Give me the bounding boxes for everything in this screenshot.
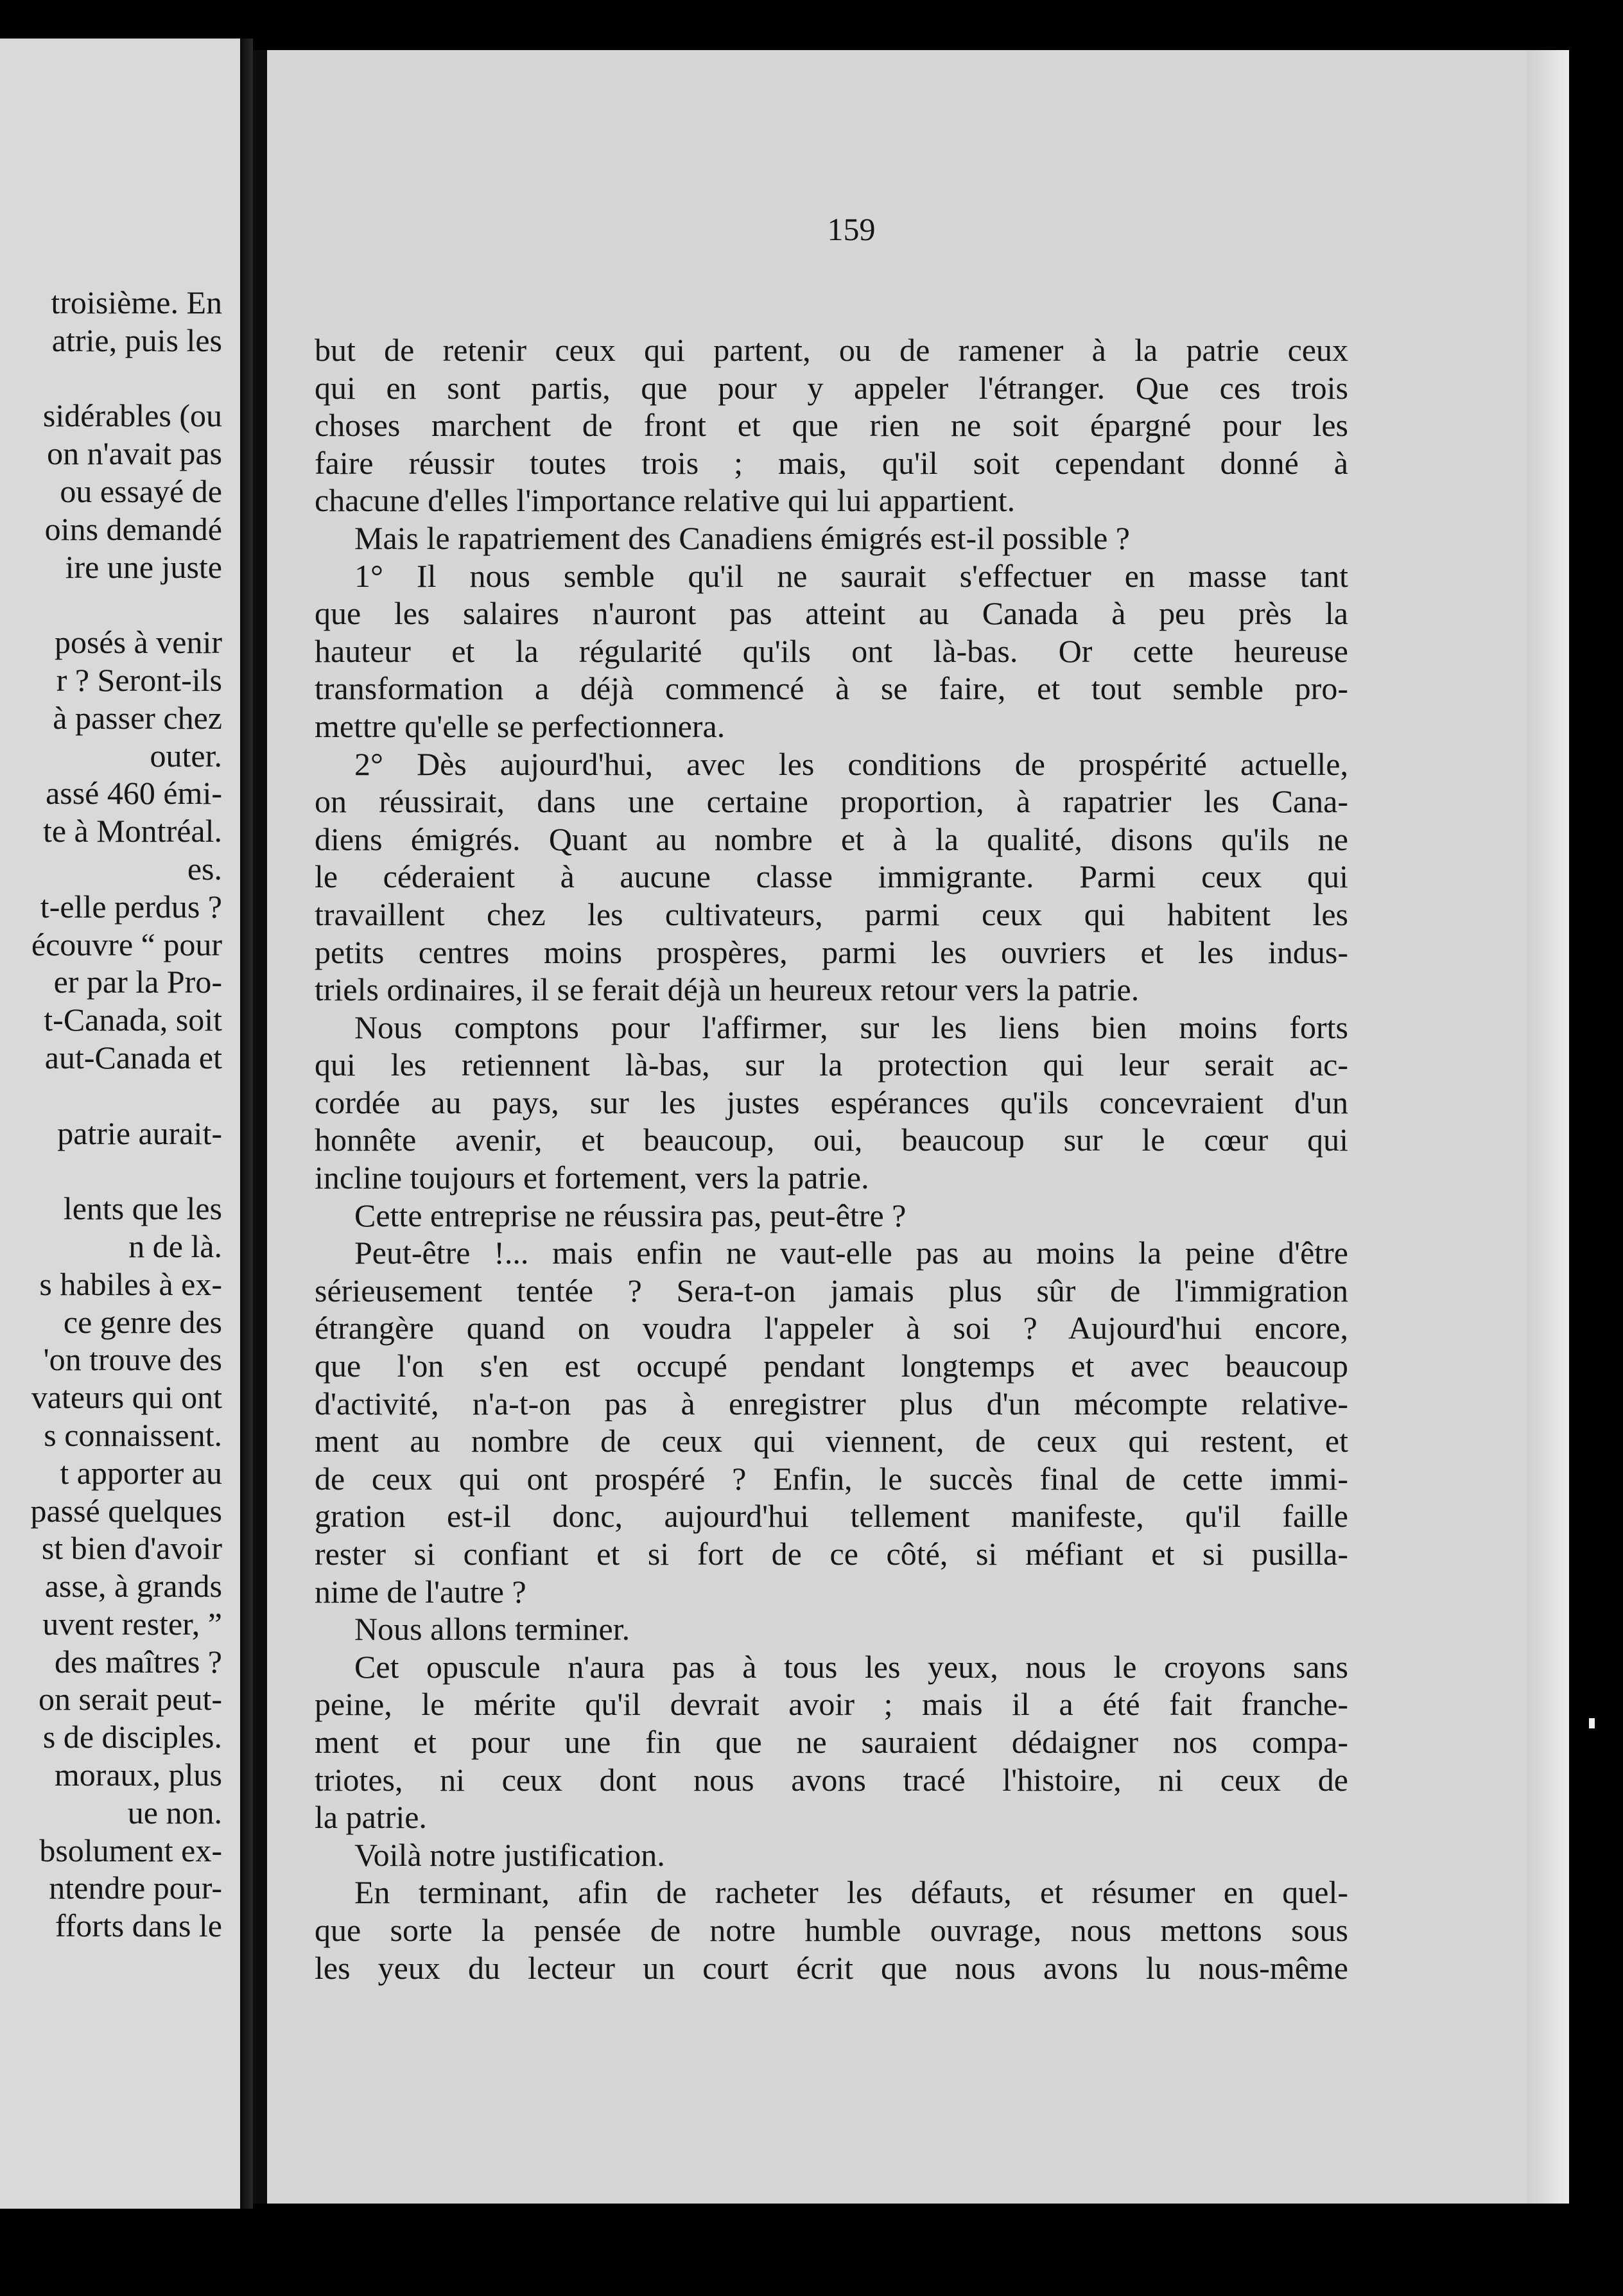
text-line: gration est-il donc, aujourd'hui tellement manifeste, qu'il faille <box>315 1498 1348 1535</box>
left-page-line <box>0 1077 222 1115</box>
text-line: la patrie. <box>315 1799 427 1836</box>
text-line: Voilà notre justification. <box>354 1836 665 1873</box>
left-page-line <box>0 586 222 623</box>
text-line: travaillent chez les cultivateurs, parmi ceux qui habitent les <box>315 896 1348 932</box>
scan-speck <box>1589 1718 1595 1728</box>
left-page-line: s connaissent. <box>44 1416 222 1453</box>
left-page-line: aut-Canada et <box>44 1039 222 1075</box>
left-page-line: ce genre des <box>63 1303 222 1340</box>
right-page <box>253 50 1569 2204</box>
left-page-line: r ? Seront-ils <box>56 661 222 698</box>
left-page-line: assé 460 émi- <box>46 775 222 812</box>
text-line: que sorte la pensée de notre humble ouvrage, nous mettons sous <box>315 1911 1348 1948</box>
left-page-line: asse, à grands <box>44 1568 222 1605</box>
text-line: Mais le rapatriement des Canadiens émigrés est-il possible ? <box>354 519 1130 556</box>
text-line: choses marchent de front et que rien ne soit épargné pour les <box>315 407 1348 444</box>
left-page-line: écouvre “ pour <box>31 926 222 962</box>
text-line: qui les retiennent là-bas, sur la protection qui leur serait ac- <box>315 1047 1348 1083</box>
left-page-line: oins demandé <box>44 510 222 547</box>
left-page-line: atrie, puis les <box>51 322 222 358</box>
text-line: peine, le mérite qu'il devrait avoir ; mais il a été fait franche- <box>315 1686 1348 1723</box>
left-page-line: posés à venir <box>54 624 222 661</box>
text-line: transformation a déjà commencé à se faire, et tout semble pro- <box>315 670 1348 707</box>
left-page-line: ou essayé de <box>60 473 222 509</box>
left-page-line: fforts dans le <box>55 1908 222 1944</box>
left-page-line: t-elle perdus ? <box>40 888 222 925</box>
text-line: rester si confiant et si fort de ce côté, si méfiant et si pusilla- <box>315 1536 1348 1572</box>
text-line: but de retenir ceux qui partent, ou de ramener à la patrie ceux <box>315 332 1348 368</box>
binding-line <box>253 50 267 2204</box>
text-line: ment et pour une fin que ne sauraient dédaigner nos compa- <box>315 1723 1348 1760</box>
left-page-line: vateurs qui ont <box>31 1379 222 1416</box>
left-page-line: n de là. <box>128 1228 222 1264</box>
text-line: qui en sont partis, que pour y appeler l'étranger. Que ces trois <box>315 369 1348 406</box>
text-line: Nous allons terminer. <box>354 1611 630 1648</box>
left-page-line: troisième. En <box>51 284 222 320</box>
text-line: d'activité, n'a-t-on pas à enregistrer plus d'un mécompte relative- <box>315 1385 1348 1422</box>
text-line: triotes, ni ceux dont nous avons tracé l'histoire, ni ceux de <box>315 1761 1348 1798</box>
left-page <box>0 39 240 2209</box>
left-page-line: 'on trouve des <box>43 1341 222 1378</box>
text-line: de ceux qui ont prospéré ? Enfin, le succès final de cette immi- <box>315 1460 1348 1497</box>
text-line: cordée au pays, sur les justes espérances qu'ils concevraient d'un <box>315 1084 1348 1120</box>
text-line: triels ordinaires, il se ferait déjà un heureux retour vers la patrie. <box>315 971 1140 1008</box>
text-line: hauteur et la régularité qu'ils ont là-bas. Or cette heureuse <box>315 632 1348 669</box>
text-line: Cette entreprise ne réussira pas, peut-être ? <box>354 1197 907 1233</box>
left-page-line: s habiles à ex- <box>39 1265 222 1302</box>
text-line: 2° Dès aujourd'hui, avec les conditions de prospérité actuelle, <box>354 745 1348 782</box>
left-page-line: lents que les <box>63 1190 222 1227</box>
left-page-line: passé quelques <box>30 1492 222 1529</box>
left-page-line: outer. <box>150 737 222 774</box>
left-page-line: t-Canada, soit <box>44 1002 222 1038</box>
page-number: 159 <box>827 211 876 247</box>
text-line: les yeux du lecteur un court écrit que nous avons lu nous-même <box>315 1949 1348 1986</box>
left-page-line: uvent rester, ” <box>42 1605 222 1642</box>
text-line: le céderaient à aucune classe immigrante. Parmi ceux qui <box>315 858 1348 895</box>
left-page-line: ire une juste <box>65 548 222 585</box>
left-page-line: es. <box>187 850 222 887</box>
text-line: que les salaires n'auront pas atteint au Canada à peu près la <box>315 595 1348 632</box>
text-line: Peut-être !... mais enfin ne vaut-elle pas au moins la peine d'être <box>354 1235 1348 1271</box>
text-line: ment au nombre de ceux qui viennent, de ceux qui restent, et <box>315 1423 1348 1459</box>
left-page-line: des maîtres ? <box>54 1643 222 1680</box>
book-gutter <box>240 39 253 2209</box>
left-page-line: on serait peut- <box>38 1681 222 1718</box>
left-page-line: te à Montréal. <box>42 813 222 849</box>
text-line: Nous comptons pour l'affirmer, sur les liens bien moins forts <box>354 1009 1348 1045</box>
text-line: nime de l'autre ? <box>315 1573 526 1610</box>
left-page-line: t apporter au <box>60 1454 222 1491</box>
left-page-line: moraux, plus <box>54 1757 222 1793</box>
text-line: faire réussir toutes trois ; mais, qu'il soit cependant donné à <box>315 444 1348 481</box>
text-line: que l'on s'en est occupé pendant longtemps et avec beaucoup <box>315 1348 1348 1384</box>
text-line: 1° Il nous semble qu'il ne saurait s'effectuer en masse tant <box>354 557 1348 594</box>
text-line: étrangère quand on voudra l'appeler à soi ? Aujourd'hui encore, <box>315 1310 1348 1346</box>
text-line: mettre qu'elle se perfectionnera. <box>315 708 725 744</box>
text-line: petits centres moins prospères, parmi les ouvriers et les indus- <box>315 934 1348 970</box>
left-page-line <box>0 360 222 397</box>
left-page-line: bsolument ex- <box>39 1832 222 1868</box>
text-line: chacune d'elles l'importance relative qui lui appartient. <box>315 482 1016 519</box>
text-line: incline toujours et fortement, vers la patrie. <box>315 1160 869 1196</box>
left-page-line: s de disciples. <box>42 1719 222 1755</box>
text-line: Cet opuscule n'aura pas à tous les yeux, nous le croyons sans <box>354 1648 1348 1685</box>
text-line: sérieusement tentée ? Sera-t-on jamais plus sûr de l'immigration <box>315 1272 1348 1309</box>
left-page-line: ntendre pour- <box>49 1870 222 1906</box>
left-page-line: er par la Pro- <box>53 964 222 1000</box>
text-line: En terminant, afin de racheter les défauts, et résumer en quel- <box>354 1874 1348 1911</box>
left-page-line: à passer chez <box>53 699 222 736</box>
page-edge <box>1527 50 1569 2204</box>
text-line: honnête avenir, et beaucoup, oui, beaucoup sur le cœur qui <box>315 1122 1348 1158</box>
text-line: diens émigrés. Quant au nombre et à la qualité, disons qu'ils ne <box>315 821 1348 857</box>
left-page-line: patrie aurait- <box>57 1115 222 1151</box>
left-page-line: st bien d'avoir <box>41 1530 222 1567</box>
left-page-line: on n'avait pas <box>47 435 222 472</box>
body-text <box>315 331 1348 1987</box>
left-page-line <box>0 1152 222 1190</box>
left-page-text <box>0 284 222 1945</box>
left-page-line: ue non. <box>127 1794 222 1831</box>
left-page-line: sidérables (ou <box>42 397 222 434</box>
text-line: on réussirait, dans une certaine proportion, à rapatrier les Cana- <box>315 783 1348 820</box>
